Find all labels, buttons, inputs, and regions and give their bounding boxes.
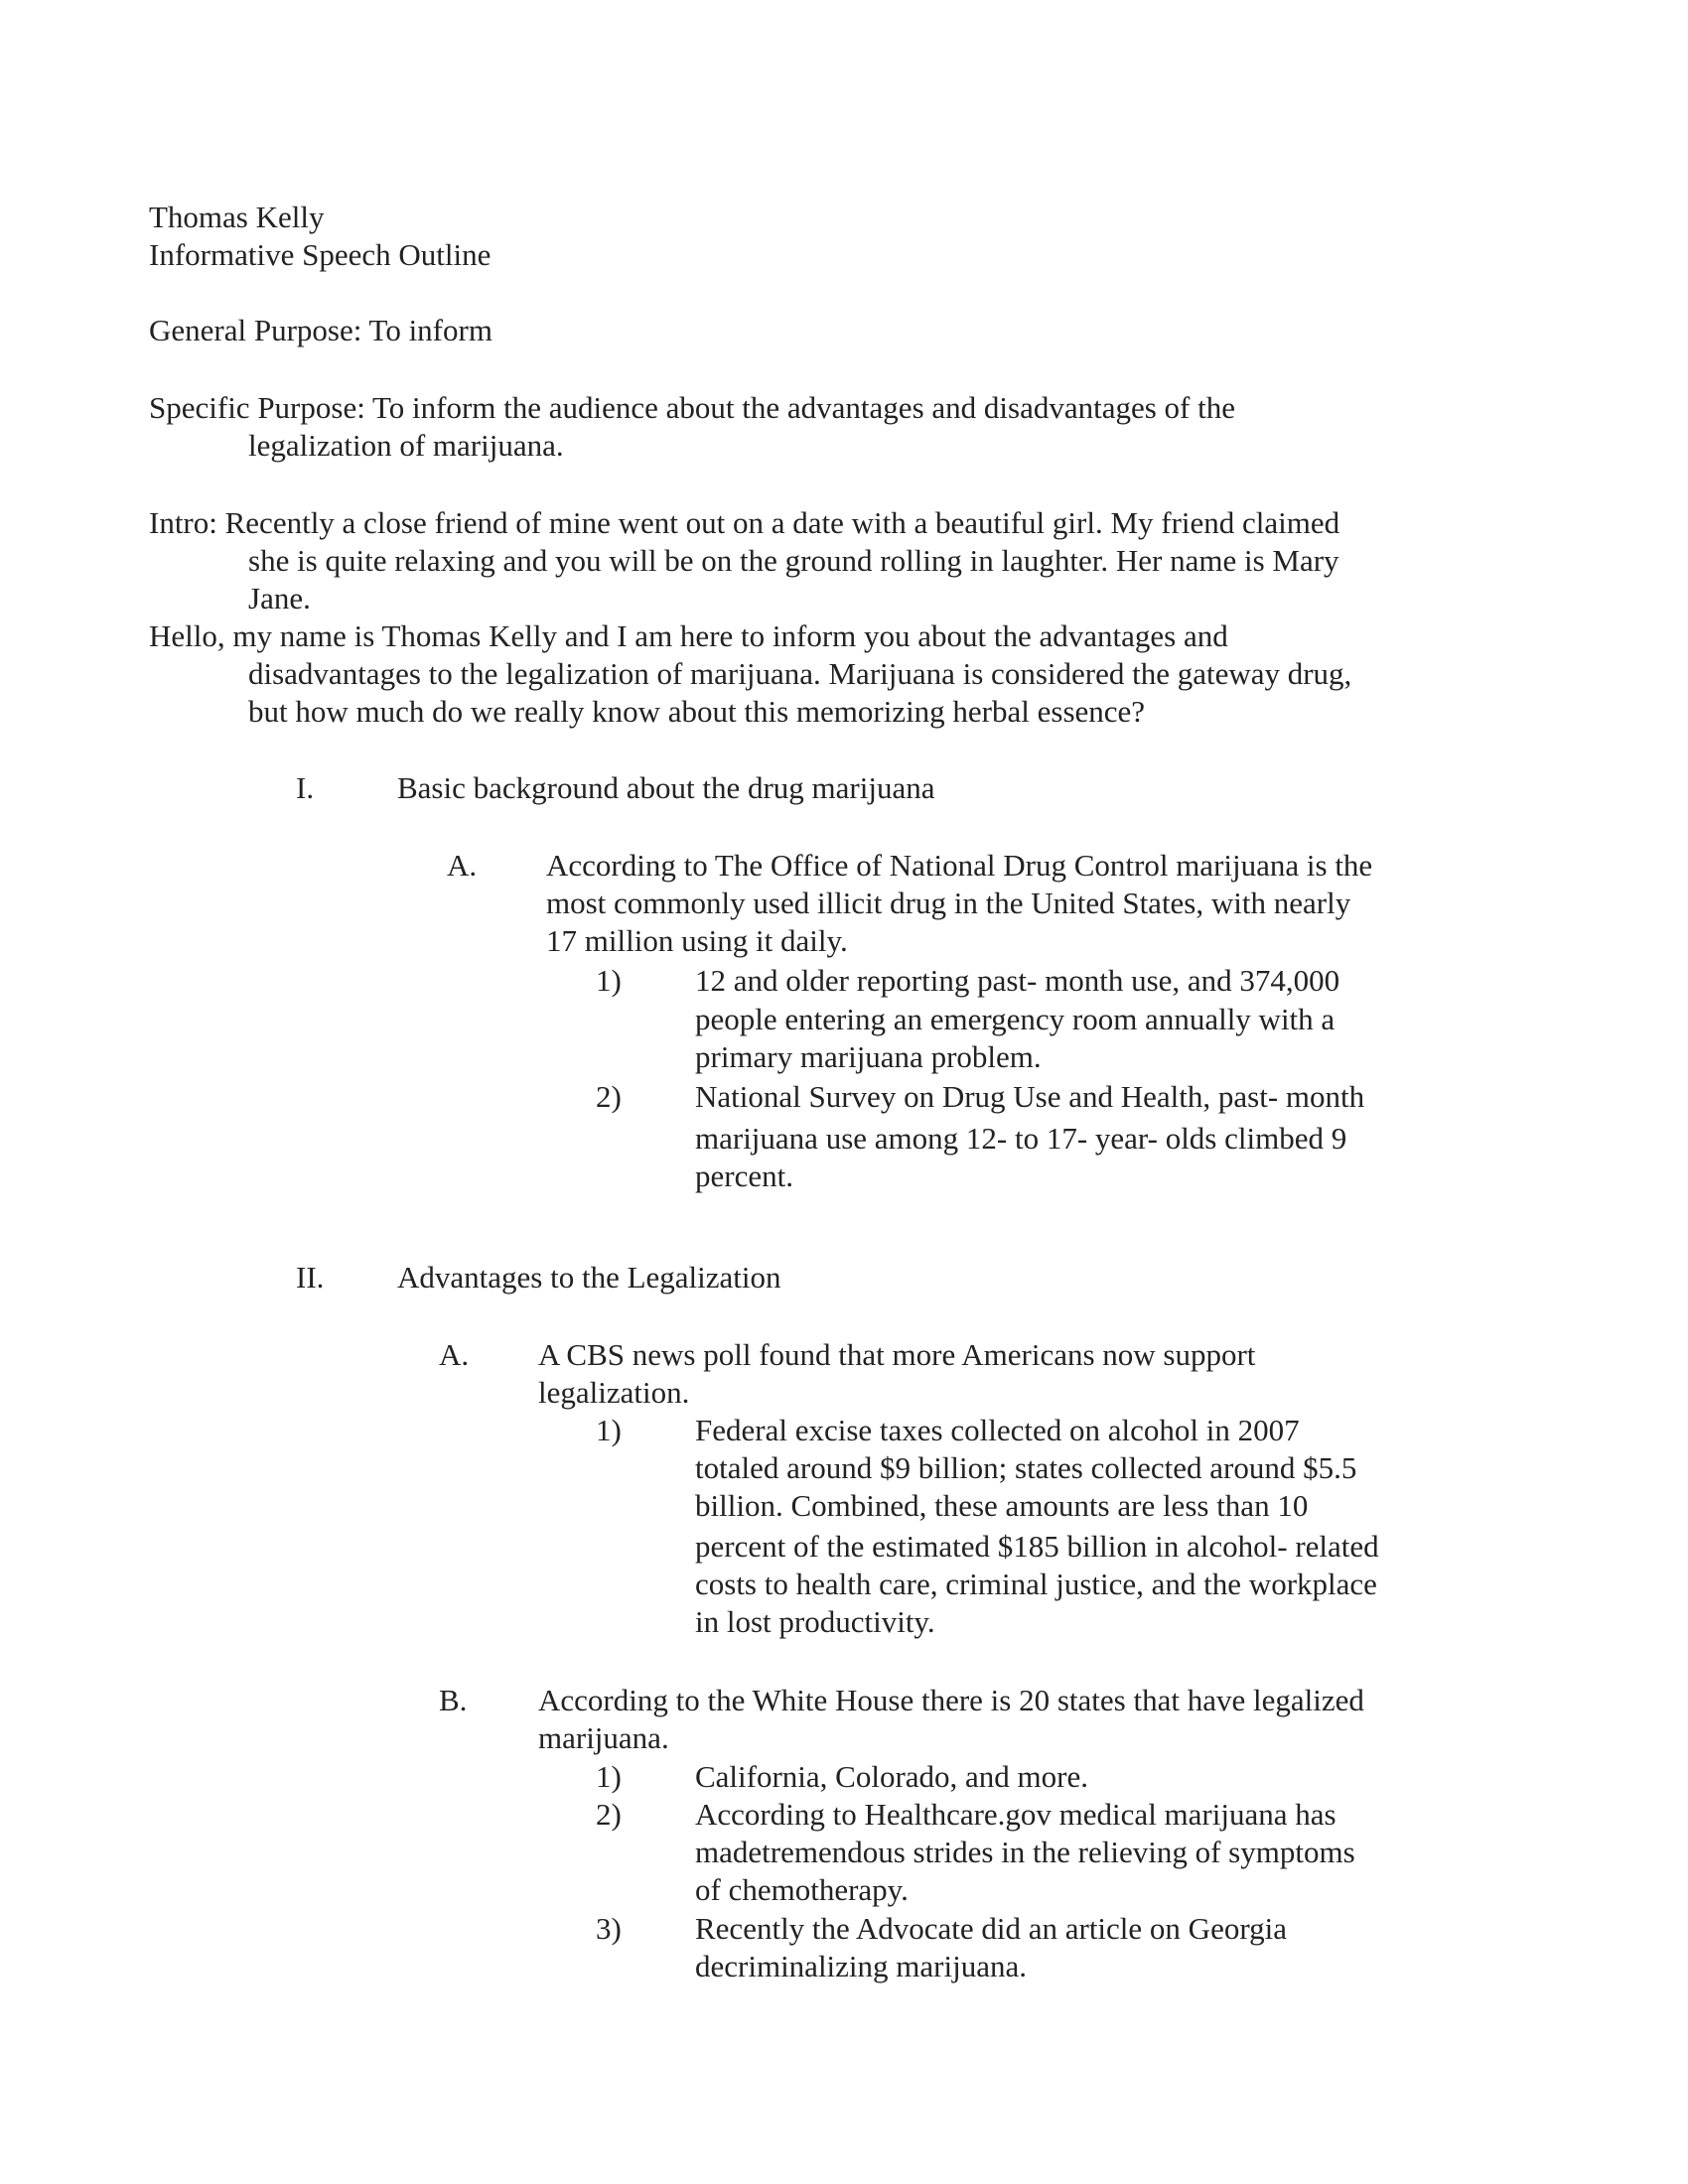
subpoint-text-line: Recently the Advocate did an article on Georgia xyxy=(695,1911,1287,1946)
greeting-line: disadvantages to the legalization of marijuana. Marijuana is considered the gateway drug, xyxy=(248,656,1352,691)
specific-purpose-line: Specific Purpose: To inform the audience about the advantages and disadvantages of the xyxy=(149,390,1235,425)
intro-line: Intro: Recently a close friend of mine went out on a date with a beautiful girl. My friend claimed xyxy=(149,505,1340,540)
document-title: Informative Speech Outline xyxy=(149,237,492,272)
subpoint-text-line: totaled around $9 billion; states collected around $5.5 xyxy=(695,1450,1357,1485)
subpoint-number: 1) xyxy=(596,1413,622,1447)
subpoint-text-line: costs to health care, criminal justice, and the workplace xyxy=(695,1567,1377,1601)
subpoint-text-line: California, Colorado, and more. xyxy=(695,1759,1089,1794)
point-letter: A. xyxy=(439,1337,470,1372)
point-letter: B. xyxy=(439,1683,468,1717)
subpoint-text-line: billion. Combined, these amounts are less than 10 xyxy=(695,1488,1309,1523)
point-text-line: 17 million using it daily. xyxy=(546,923,848,958)
subpoint-text-line: decriminalizing marijuana. xyxy=(695,1949,1027,1983)
point-text-line: According to the White House there is 20 states that have legalized xyxy=(538,1683,1364,1717)
subpoint-text-line: Federal excise taxes collected on alcohol in 2007 xyxy=(695,1413,1300,1447)
intro-line: Jane. xyxy=(248,581,311,615)
section-numeral: II. xyxy=(296,1260,325,1295)
point-text-line: most commonly used illicit drug in the United States, with nearly xyxy=(546,886,1351,920)
subpoint-text-line: of chemotherapy. xyxy=(695,1872,909,1907)
point-text-line: A CBS news poll found that more Americans now support xyxy=(538,1337,1256,1372)
subpoint-number: 3) xyxy=(596,1911,622,1946)
subpoint-number: 2) xyxy=(596,1797,622,1832)
subpoint-number: 1) xyxy=(596,963,622,998)
subpoint-text-line: According to Healthcare.gov medical marijuana has xyxy=(695,1797,1336,1832)
subpoint-text-line: percent of the estimated $185 billion in alcohol- related xyxy=(695,1529,1379,1564)
section-heading: Advantages to the Legalization xyxy=(397,1260,781,1295)
specific-purpose-line: legalization of marijuana. xyxy=(248,428,564,463)
greeting-line: but how much do we really know about this memorizing herbal essence? xyxy=(248,694,1146,729)
subpoint-number: 1) xyxy=(596,1759,622,1794)
point-text-line: marijuana. xyxy=(538,1720,669,1755)
subpoint-text-line: National Survey on Drug Use and Health, past- month xyxy=(695,1079,1365,1114)
point-text-line: legalization. xyxy=(538,1375,690,1410)
general-purpose: General Purpose: To inform xyxy=(149,313,492,347)
point-letter: A. xyxy=(447,848,478,883)
author-name: Thomas Kelly xyxy=(149,200,325,234)
greeting-line: Hello, my name is Thomas Kelly and I am here to inform you about the advantages and xyxy=(149,618,1228,653)
subpoint-text-line: madetremendous strides in the relieving of symptoms xyxy=(695,1835,1355,1869)
subpoint-text-line: primary marijuana problem. xyxy=(695,1039,1042,1074)
section-heading: Basic background about the drug marijuana xyxy=(397,770,935,805)
subpoint-text-line: in lost productivity. xyxy=(695,1604,935,1639)
subpoint-text-line: 12 and older reporting past- month use, and 374,000 xyxy=(695,963,1340,998)
intro-line: she is quite relaxing and you will be on the ground rolling in laughter. Her name is Mary xyxy=(248,543,1339,578)
subpoint-text-line: percent. xyxy=(695,1159,793,1193)
subpoint-number: 2) xyxy=(596,1079,622,1114)
subpoint-text-line: marijuana use among 12- to 17- year- olds climbed 9 xyxy=(695,1121,1347,1156)
section-numeral: I. xyxy=(296,770,315,805)
subpoint-text-line: people entering an emergency room annually with a xyxy=(695,1002,1336,1036)
point-text-line: According to The Office of National Drug Control marijuana is the xyxy=(546,848,1373,883)
